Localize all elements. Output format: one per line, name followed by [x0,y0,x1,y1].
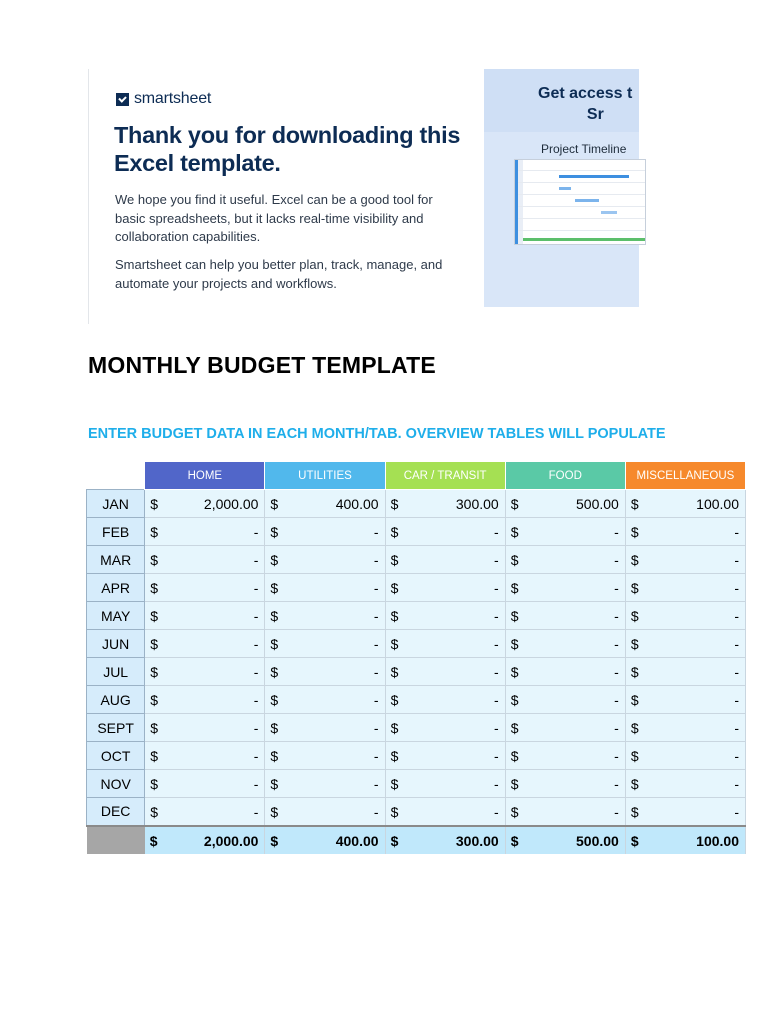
amount-value: - [494,720,499,736]
budget-cell[interactable] [505,546,625,574]
currency-symbol: $ [510,664,519,680]
total-cell[interactable]: $ 300.00 [385,826,505,854]
amount-value: - [494,748,499,764]
currency-symbol: $ [150,608,159,624]
budget-cell[interactable] [265,798,385,826]
budget-cell[interactable] [505,742,625,770]
amount-value: - [494,524,499,540]
table-row [87,770,746,798]
amount-value: - [614,748,619,764]
amount-value: - [494,636,499,652]
month-label: OCT [87,742,145,770]
amount-value: - [494,776,499,792]
budget-cell[interactable] [505,602,625,630]
budget-cell[interactable] [265,630,385,658]
budget-cell[interactable] [625,574,745,602]
month-label: JUN [87,630,145,658]
budget-cell[interactable] [625,546,745,574]
amount-value: - [373,692,379,708]
amount-value: - [253,776,259,792]
budget-table [86,461,739,857]
amount-value: - [494,608,499,624]
budget-cell[interactable] [145,714,265,742]
amount-value: - [614,776,619,792]
month-label: FEB [87,518,145,546]
budget-cell[interactable] [385,630,505,658]
currency-symbol: $ [510,636,519,652]
budget-cell[interactable] [625,518,745,546]
currency-symbol: $ [150,580,159,596]
currency-symbol: $ [630,580,639,596]
budget-cell[interactable] [385,658,505,686]
smartsheet-logo [116,90,211,108]
currency-symbol: $ [510,804,519,820]
currency-symbol: $ [270,636,279,652]
currency-symbol: $ [270,496,279,512]
amount-value: - [614,664,619,680]
budget-cell[interactable] [145,686,265,714]
amount-value: - [734,692,739,708]
budget-cell[interactable] [265,490,385,518]
preview-label: Project Timeline [541,142,627,156]
month-label: NOV [87,770,145,798]
totals-label-cell [87,826,145,854]
banner-paragraph-1: We hope you find it useful. Excel can be a good tool for basic spreadsheets, but it lacks real-time visibility and collaboration capabilities. [115,192,433,244]
budget-cell[interactable] [265,602,385,630]
amount-value: 500.00 [576,496,619,512]
amount-value: - [614,692,619,708]
currency-symbol: $ [270,608,279,624]
amount-value: 300.00 [455,496,499,512]
amount-value: - [734,524,739,540]
currency-symbol: $ [270,692,279,708]
amount-value: - [253,692,259,708]
currency-symbol: $ [150,720,159,736]
budget-cell[interactable] [625,798,745,826]
table-row [87,602,746,630]
page-title: MONTHLY BUDGET TEMPLATE [88,352,436,378]
currency-symbol: $ [510,720,519,736]
budget-cell[interactable] [145,742,265,770]
budget-cell[interactable] [385,574,505,602]
cta-title: Get access t Sr [538,85,633,123]
budget-cell[interactable] [625,686,745,714]
currency-symbol: $ [390,496,399,512]
amount-value: - [494,580,499,596]
currency-symbol: $ [630,748,639,764]
currency-symbol: $ [270,664,279,680]
amount-value: - [253,748,259,764]
currency-symbol: $ [630,692,639,708]
currency-symbol: $ [390,748,399,764]
amount-value: - [494,692,499,708]
currency-symbol: $ [150,776,159,792]
amount-value: - [373,636,379,652]
budget-cell[interactable] [265,742,385,770]
budget-cell[interactable] [505,490,625,518]
currency-symbol: $ [270,580,279,596]
currency-symbol: $ [390,608,399,624]
amount-value: - [494,804,499,820]
budget-cell[interactable] [385,602,505,630]
month-label: MAY [87,602,145,630]
amount-value: - [373,720,379,736]
table-row [87,490,746,518]
amount-value: 100.00 [696,496,739,512]
currency-symbol: $ [150,804,159,820]
header-corner [87,462,145,490]
budget-cell[interactable] [265,546,385,574]
budget-cell[interactable] [265,714,385,742]
table-body [87,490,746,826]
amount-value: 2,000.00 [203,496,259,512]
month-label: JAN [87,490,145,518]
amount-value: - [373,524,379,540]
amount-value: - [373,580,379,596]
budget-cell[interactable] [265,658,385,686]
currency-symbol: $ [510,580,519,596]
total-cell[interactable]: $ 400.00 [265,826,385,854]
total-cell[interactable]: $ 100.00 [625,826,745,854]
currency-symbol: $ [270,552,279,568]
currency-symbol: $ [150,524,159,540]
banner-cta-panel[interactable] [484,69,639,307]
total-cell[interactable]: $ 500.00 [505,826,625,854]
budget-cell[interactable] [625,714,745,742]
budget-cell[interactable] [385,742,505,770]
column-header-food[interactable]: FOOD [505,462,625,490]
table-row [87,518,746,546]
amount-value: - [253,636,259,652]
currency-symbol: $ [390,664,399,680]
amount-value: - [253,552,259,568]
amount-value: - [734,804,739,820]
currency-symbol: $ [150,552,159,568]
month-label: DEC [87,798,145,826]
budget-cell[interactable] [265,518,385,546]
total-cell[interactable]: $ 2,000.00 [145,826,265,854]
smartsheet-logo-icon [116,93,129,106]
currency-symbol: $ [510,776,519,792]
logo-text: smartsheet [134,90,212,107]
amount-value: - [614,720,619,736]
instruction-text: ENTER BUDGET DATA IN EACH MONTH/TAB. OVERVIEW TABLES WILL POPULATE [88,426,666,442]
currency-symbol: $ [150,748,159,764]
budget-cell[interactable] [505,714,625,742]
budget-cell[interactable] [625,742,745,770]
amount-value: - [253,664,259,680]
budget-cell[interactable] [385,546,505,574]
currency-symbol: $ [630,552,639,568]
totals-row [87,826,746,854]
amount-value: - [734,776,739,792]
currency-symbol: $ [630,608,639,624]
budget-cell[interactable] [625,490,745,518]
currency-symbol: $ [510,552,519,568]
budget-cell[interactable] [505,770,625,798]
amount-value: - [373,748,379,764]
currency-symbol: $ [390,524,399,540]
currency-symbol: $ [270,748,279,764]
month-label: AUG [87,686,145,714]
month-label: APR [87,574,145,602]
budget-cell[interactable] [265,686,385,714]
table-row [87,574,746,602]
month-label: MAR [87,546,145,574]
budget-cell[interactable] [145,630,265,658]
amount-value: - [373,664,379,680]
budget-cell[interactable] [385,490,505,518]
amount-value: - [734,720,739,736]
currency-symbol: $ [150,692,159,708]
banner-headline: Thank you for downloading this Excel template. [114,122,461,176]
budget-cell[interactable] [145,574,265,602]
budget-cell[interactable] [385,518,505,546]
amount-value: - [494,664,499,680]
currency-symbol: $ [270,524,279,540]
currency-symbol: $ [630,524,639,540]
currency-symbol: $ [630,776,639,792]
amount-value: - [734,664,739,680]
currency-symbol: $ [630,720,639,736]
table-row [87,630,746,658]
month-label: SEPT [87,714,145,742]
project-timeline-preview [514,159,646,245]
amount-value: - [614,580,619,596]
banner-paragraph-2: Smartsheet can help you better plan, track, manage, and automate your projects and workflows. [115,257,443,291]
budget-cell[interactable] [145,546,265,574]
budget-cell[interactable] [145,602,265,630]
table-row [87,658,746,686]
amount-value: 400.00 [335,496,379,512]
budget-cell[interactable] [385,686,505,714]
currency-symbol: $ [390,636,399,652]
column-header-home[interactable]: HOME [145,462,265,490]
budget-cell[interactable] [385,770,505,798]
budget-cell[interactable] [505,798,625,826]
currency-symbol: $ [630,804,639,820]
currency-symbol: $ [390,776,399,792]
currency-symbol: $ [390,720,399,736]
currency-symbol: $ [270,720,279,736]
currency-symbol: $ [150,664,159,680]
table-row [87,714,746,742]
budget-cell[interactable] [625,658,745,686]
currency-symbol: $ [630,636,639,652]
amount-value: - [614,804,619,820]
column-header-utilities[interactable]: UTILITIES [265,462,385,490]
amount-value: - [734,580,739,596]
currency-symbol: $ [270,804,279,820]
amount-value: - [373,552,379,568]
currency-symbol: $ [270,776,279,792]
table-header-row [87,462,746,490]
amount-value: - [373,804,379,820]
currency-symbol: $ [510,692,519,708]
budget-cell[interactable] [505,658,625,686]
budget-cell[interactable] [505,574,625,602]
amount-value: - [253,580,259,596]
currency-symbol: $ [510,608,519,624]
amount-value: - [373,608,379,624]
amount-value: - [734,748,739,764]
banner-text-panel [88,69,485,324]
budget-cell[interactable] [265,770,385,798]
amount-value: - [734,608,739,624]
currency-symbol: $ [150,496,159,512]
amount-value: - [614,636,619,652]
budget-cell[interactable] [505,518,625,546]
amount-value: - [614,608,619,624]
budget-cell[interactable] [505,686,625,714]
amount-value: - [614,552,619,568]
amount-value: - [253,524,259,540]
currency-symbol: $ [390,580,399,596]
smartsheet-banner[interactable] [88,69,639,324]
amount-value: - [494,552,499,568]
budget-cell[interactable] [145,490,265,518]
budget-cell[interactable] [145,658,265,686]
budget-cell[interactable] [265,574,385,602]
amount-value: - [734,552,739,568]
month-label: JUL [87,658,145,686]
currency-symbol: $ [390,552,399,568]
budget-cell[interactable] [625,770,745,798]
amount-value: - [253,804,259,820]
budget-cell[interactable] [625,602,745,630]
currency-symbol: $ [390,692,399,708]
table-row [87,686,746,714]
budget-cell[interactable] [145,518,265,546]
table-row [87,546,746,574]
currency-symbol: $ [510,496,519,512]
budget-cell[interactable] [505,630,625,658]
budget-cell[interactable] [625,630,745,658]
amount-value: - [373,776,379,792]
currency-symbol: $ [630,496,639,512]
currency-symbol: $ [510,524,519,540]
amount-value: - [253,608,259,624]
currency-symbol: $ [150,636,159,652]
budget-cell[interactable] [145,770,265,798]
amount-value: - [253,720,259,736]
amount-value: - [734,636,739,652]
table-row [87,798,746,826]
budget-cell[interactable] [385,798,505,826]
column-header-miscellaneous[interactable]: MISCELLANEOUS [625,462,745,490]
budget-cell[interactable] [385,714,505,742]
currency-symbol: $ [510,748,519,764]
currency-symbol: $ [390,804,399,820]
budget-cell[interactable] [145,798,265,826]
amount-value: - [614,524,619,540]
column-header-car-transit[interactable]: CAR / TRANSIT [385,462,505,490]
table-row [87,742,746,770]
currency-symbol: $ [630,664,639,680]
